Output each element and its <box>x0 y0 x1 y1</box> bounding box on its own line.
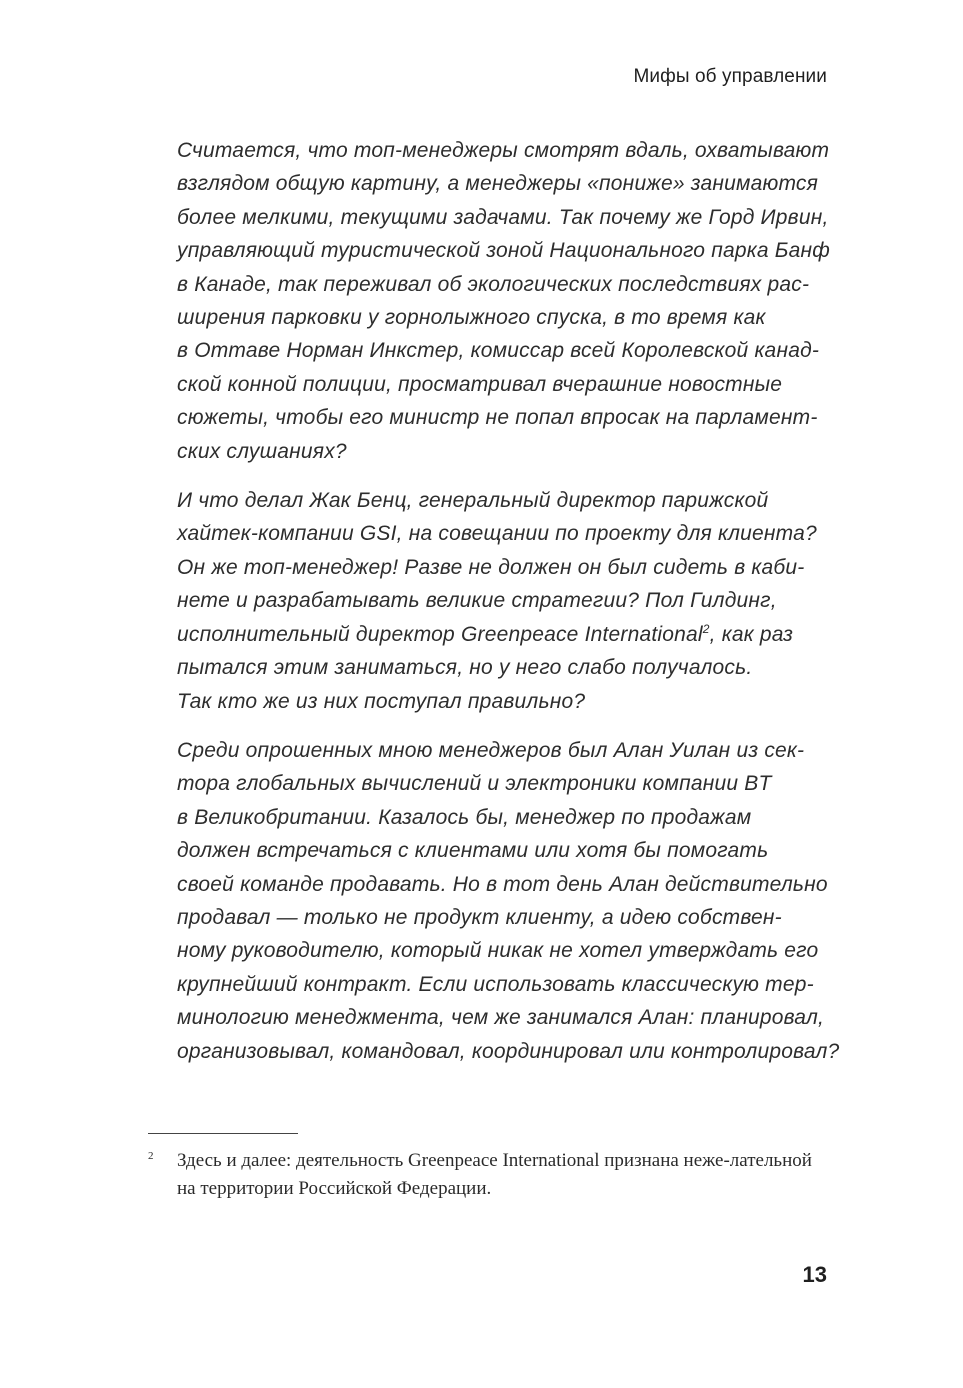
text-line: Так кто же из них поступал правильно? <box>177 689 586 713</box>
running-header-title: Мифы об управлении <box>633 66 827 87</box>
text-line: сюжеты, чтобы его министр не попал впросак на парламент- <box>177 406 818 430</box>
text-line: в Великобритании. Казалось бы, менеджер по продажам <box>177 805 752 829</box>
text-line-with-footnote <box>177 618 829 651</box>
text-line: управляющий туристической зоной Национального парка Банф <box>177 239 830 263</box>
text-line: взглядом общую картину, а менеджеры «пониже» занимаются <box>177 172 819 196</box>
paragraph-2 <box>177 484 829 718</box>
text-line: в Канаде, так переживал об экологических последствиях рас- <box>177 272 810 296</box>
text-line: тора глобальных вычислений и электроники компании BT <box>177 772 772 796</box>
text-line: хайтек-компании GSI, на совещании по проекту для клиента? <box>177 522 817 546</box>
text-line: организовывал, командовал, координировал или контролировал? <box>177 1039 840 1063</box>
footnote-marker: 2 <box>148 1150 154 1162</box>
footnote-separator <box>148 1133 298 1134</box>
text-line: ской конной полиции, просматривал вчерашние новостные <box>177 372 783 396</box>
text-line: ских слушаниях? <box>177 439 347 463</box>
text-line: Он же топ-менеджер! Разве не должен он был сидеть в каби- <box>177 555 805 579</box>
footnote-reference[interactable]: 2 <box>702 621 710 636</box>
text-line: ному руководителю, который никак не хотел утверждать его <box>177 939 819 963</box>
body-text <box>177 134 840 1084</box>
page-number: 13 <box>802 1262 827 1287</box>
text-line: нете и разрабатывать великие стратегии? Пол Гилдинг, <box>177 589 777 613</box>
text-line: И что делал Жак Бенц, генеральный директор парижской <box>177 489 769 513</box>
text-line: минологию менеджмента, чем же занимался Алан: планировал, <box>177 1006 825 1030</box>
text-fragment: , как раз <box>709 622 794 646</box>
paragraph-1 <box>177 134 829 468</box>
text-line: Среди опрошенных мною менеджеров был Алан Уилан из сек- <box>177 738 805 762</box>
text-line: более мелкими, текущими задачами. Так почему же Горд Ирвин, <box>177 205 829 229</box>
paragraph-3 <box>177 734 840 1068</box>
text-line: продавал — только не продукт клиенту, а идею собствен- <box>177 905 782 929</box>
footnote-text: Здесь и далее: деятельность Greenpeace International признана неже-лательной на территории Российской Федерации. <box>177 1150 812 1199</box>
text-line: в Оттаве Норман Инкстер, комиссар всей Королевской канад- <box>177 339 820 363</box>
text-line: крупнейший контракт. Если использовать классическую тер- <box>177 972 814 996</box>
text-line: своей команде продавать. Но в тот день Алан действительно <box>177 872 828 896</box>
text-fragment: исполнительный директор Greenpeace International <box>177 622 703 646</box>
text-line: Считается, что топ-менеджеры смотрят вдаль, охватывают <box>177 139 830 162</box>
text-line: ширения парковки у горнолыжного спуска, в то время как <box>177 306 766 330</box>
footnote <box>148 1147 832 1203</box>
text-line: должен встречаться с клиентами или хотя бы помогать <box>177 839 769 863</box>
text-line: пытался этим заниматься, но у него слабо получалось. <box>177 656 753 680</box>
